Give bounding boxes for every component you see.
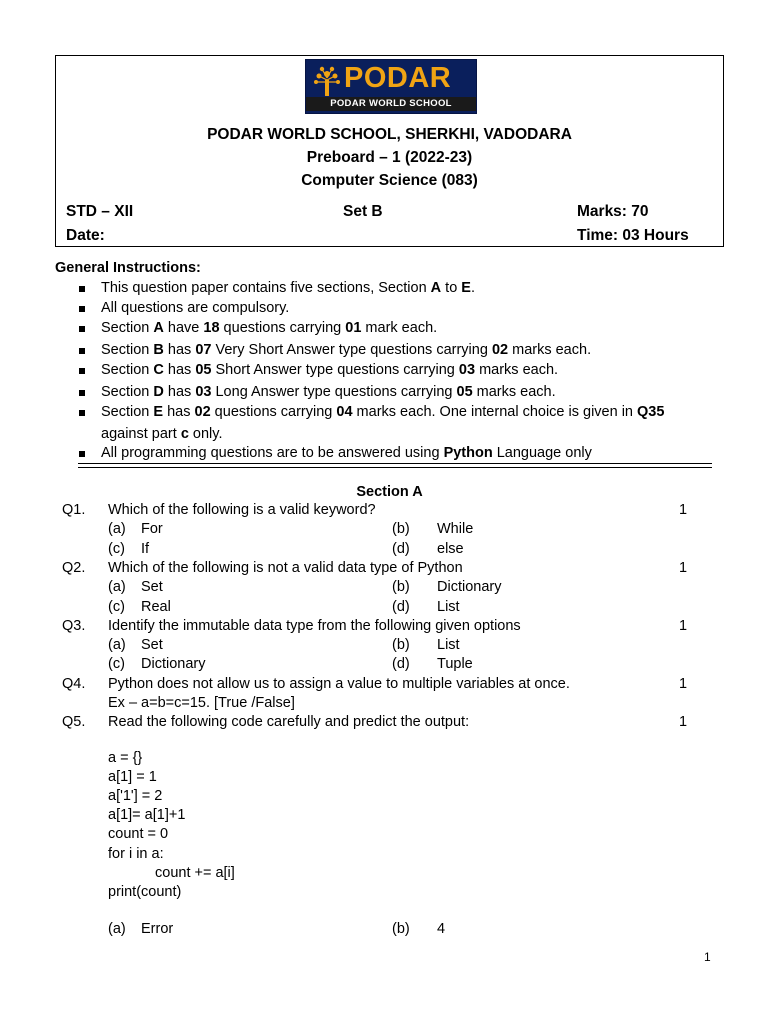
- std-label: STD – XII: [66, 203, 134, 220]
- option-text: List: [437, 637, 460, 653]
- question-text: Which of the following is not a valid data type of Python: [108, 560, 463, 576]
- school-logo: [305, 59, 477, 114]
- bullet-icon: [79, 348, 85, 354]
- option-label: (b): [392, 637, 410, 653]
- code-line: a = {}: [108, 750, 143, 766]
- instruction-item: Section D has 03 Long Answer type questions carrying 05 marks each.: [101, 384, 556, 400]
- bullet-icon: [79, 368, 85, 374]
- tree-icon: [312, 64, 342, 98]
- question-text: Read the following code carefully and predict the output:: [108, 714, 470, 730]
- code-line: print(count): [108, 884, 182, 900]
- option-text: Dictionary: [141, 656, 206, 672]
- instruction-item: All programming questions are to be answered using Python Language only: [101, 445, 592, 461]
- option-label: (a): [108, 921, 126, 937]
- bullet-icon: [79, 451, 85, 457]
- code-line: a[1]= a[1]+1: [108, 807, 186, 823]
- question-number: Q2.: [62, 560, 86, 576]
- instruction-item: Section E has 02 questions carrying 04 marks each. One internal choice is given in Q35: [101, 404, 665, 420]
- code-line: for i in a:: [108, 846, 164, 862]
- question-number: Q5.: [62, 714, 86, 730]
- code-line: count += a[i]: [155, 865, 235, 881]
- option-label: (d): [392, 541, 410, 557]
- divider-line: [78, 467, 712, 468]
- option-text: Set: [141, 637, 163, 653]
- option-text: 4: [437, 921, 446, 937]
- set-label: Set B: [343, 203, 383, 220]
- option-label: (d): [392, 656, 410, 672]
- question-text: Python does not allow us to assign a value to multiple variables at once.: [108, 676, 570, 692]
- bullet-icon: [79, 326, 85, 332]
- option-text: If: [141, 541, 150, 557]
- option-text: Set: [141, 579, 163, 595]
- code-line: count = 0: [108, 826, 169, 842]
- exam-title: Preboard – 1 (2022-23): [306, 149, 473, 166]
- instruction-item: This question paper contains five sections, Section A to E.: [101, 280, 475, 296]
- option-text: Error: [141, 921, 174, 937]
- option-label: (d): [392, 599, 410, 615]
- divider-line: [78, 463, 712, 464]
- option-label: (a): [108, 521, 126, 537]
- option-text: Real: [141, 599, 171, 615]
- question-marks: 1: [679, 502, 688, 518]
- option-text: List: [437, 599, 460, 615]
- instructions-heading: General Instructions:: [55, 260, 201, 276]
- question-number: Q4.: [62, 676, 86, 692]
- page-number: 1: [704, 950, 711, 964]
- bullet-icon: [79, 390, 85, 396]
- instruction-item: Section C has 05 Short Answer type questions carrying 03 marks each.: [101, 362, 559, 378]
- option-label: (b): [392, 579, 410, 595]
- question-text: Which of the following is a valid keyword?: [108, 502, 376, 518]
- option-text: else: [437, 541, 464, 557]
- question-marks: 1: [679, 714, 688, 730]
- option-label: (c): [108, 656, 125, 672]
- code-line: a[1] = 1: [108, 769, 157, 785]
- instruction-item: Section B has 07 Very Short Answer type questions carrying 02 marks each.: [101, 342, 592, 358]
- option-text: For: [141, 521, 163, 537]
- option-label: (a): [108, 637, 126, 653]
- question-number: Q3.: [62, 618, 86, 634]
- option-label: (b): [392, 921, 410, 937]
- marks-label: Marks: 70: [577, 203, 649, 220]
- option-label: (c): [108, 599, 125, 615]
- logo-wordmark: PODAR: [344, 62, 452, 94]
- instruction-item: All questions are compulsory.: [101, 300, 290, 316]
- code-line: a['1'] = 2: [108, 788, 163, 804]
- date-label: Date:: [66, 227, 105, 244]
- option-label: (a): [108, 579, 126, 595]
- bullet-icon: [79, 306, 85, 312]
- question-marks: 1: [679, 618, 688, 634]
- time-label: Time: 03 Hours: [577, 227, 689, 244]
- subject-title: Computer Science (083): [301, 172, 478, 189]
- question-marks: 1: [679, 676, 688, 692]
- question-text: Identify the immutable data type from the following given options: [108, 618, 521, 634]
- question-marks: 1: [679, 560, 688, 576]
- option-text: Tuple: [437, 656, 473, 672]
- section-title: Section A: [356, 484, 423, 500]
- question-text-line2: Ex – a=b=c=15. [True /False]: [108, 695, 295, 711]
- option-label: (c): [108, 541, 125, 557]
- option-label: (b): [392, 521, 410, 537]
- instruction-continuation: against part c only.: [101, 426, 223, 442]
- logo-subtitle: PODAR WORLD SCHOOL: [306, 97, 476, 111]
- option-text: Dictionary: [437, 579, 502, 595]
- school-name: PODAR WORLD SCHOOL, SHERKHI, VADODARA: [207, 126, 572, 143]
- question-number: Q1.: [62, 502, 86, 518]
- instruction-item: Section A have 18 questions carrying 01 mark each.: [101, 320, 438, 336]
- option-text: While: [437, 521, 474, 537]
- bullet-icon: [79, 410, 85, 416]
- bullet-icon: [79, 286, 85, 292]
